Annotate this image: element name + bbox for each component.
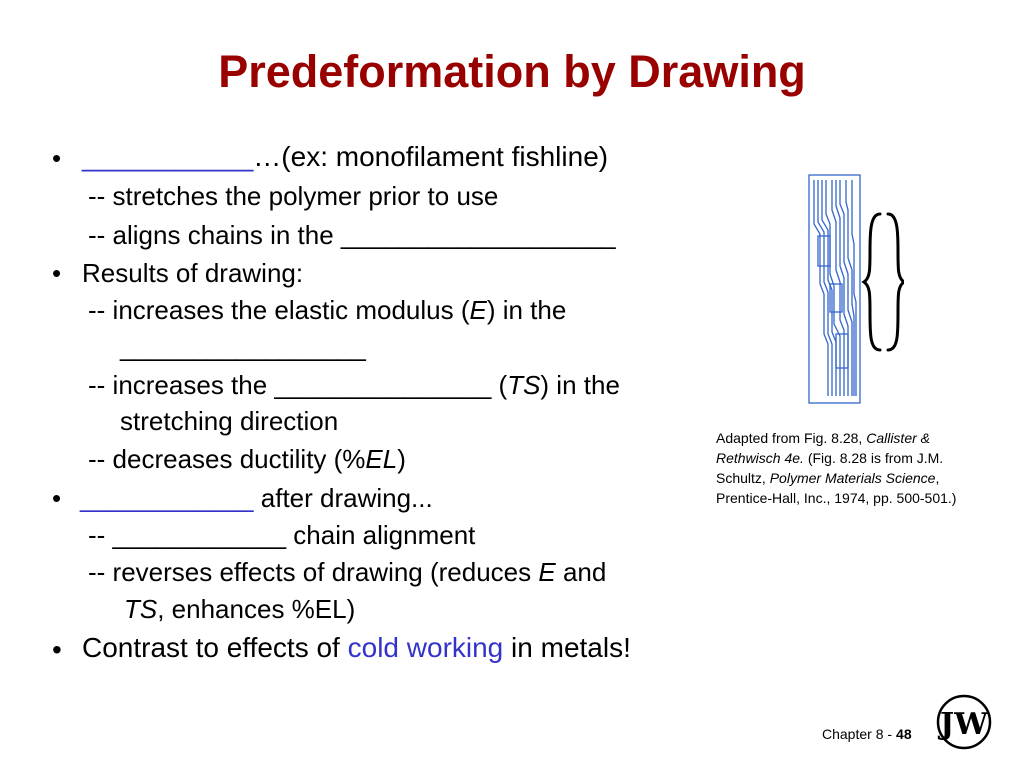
bullet-3-sub-1: -- ____________ chain alignment <box>88 520 476 550</box>
caption-text-3: , Prentice-Hall, Inc., 1974, pp. 500-501.) <box>716 470 957 506</box>
bullet-1-text: …(ex: monofilament fishline) <box>253 141 609 172</box>
bullet-1-marker: • <box>52 143 62 173</box>
bullet-1-blank: ___________ <box>82 141 254 172</box>
bullet-3 <box>80 483 433 513</box>
bullet-2-sub-2-cont: stretching direction <box>120 406 339 436</box>
bullet-4-pre: Contrast to effects of <box>82 632 348 663</box>
caption-italic-2: Polymer Materials Science <box>769 470 936 486</box>
bullet-3-sub-2-cont-post: , enhances %EL) <box>157 594 356 624</box>
bullet-2-sub-1-post: ) in the <box>486 295 567 325</box>
bullet-2: Results of drawing: <box>82 258 304 288</box>
slide-footer <box>822 726 912 742</box>
bullet-3-sub-2-cont <box>124 594 355 624</box>
right-brace <box>888 214 904 350</box>
left-brace <box>864 214 880 350</box>
bullet-2-sub-1-pre: -- increases the elastic modulus ( <box>88 295 470 325</box>
bullet-4 <box>82 633 631 663</box>
bullet-2-sub-2-post: ) in the <box>540 370 620 400</box>
bullet-3-text: after drawing... <box>253 483 433 513</box>
drawn-fibril-figure <box>808 174 904 406</box>
bullet-2-sub-2-pre: -- increases the _______________ ( <box>88 370 508 400</box>
bullet-4-post: in metals! <box>503 632 631 663</box>
page-number: 48 <box>896 726 912 742</box>
bullet-2-sub-3 <box>88 444 406 474</box>
bullet-1-sub-2: -- aligns chains in the ___________________ <box>88 220 616 250</box>
bullet-1 <box>82 142 608 172</box>
bullet-2-sub-1-var: E <box>469 295 487 325</box>
caption-text-1: Adapted from Fig. 8.28, <box>716 430 867 446</box>
bullet-2-sub-1 <box>88 295 566 325</box>
caption-text-2: (Fig. 8.28 is from J.M. Schultz, <box>716 450 944 486</box>
bullet-3-sub-2-pre: -- reverses effects of drawing (reduces <box>88 557 539 587</box>
bullet-3-blank: ____________ <box>80 483 254 513</box>
publisher-logo <box>934 690 998 754</box>
bullet-2-sub-3-post: ) <box>397 444 406 474</box>
logo-letters: JW <box>940 707 988 742</box>
bullet-2-sub-1-cont: _________________ <box>120 332 366 362</box>
slide-title: Predeformation by Drawing <box>218 46 806 97</box>
bullet-3-marker: • <box>52 483 62 513</box>
cold-working-highlight: cold working <box>347 632 504 663</box>
fibril-line <box>846 180 854 396</box>
bullet-3-sub-2-post: and <box>555 557 607 587</box>
caption-italic-1: Callister & Rethwisch 4e. <box>716 430 930 466</box>
figure-caption <box>716 428 976 508</box>
bullet-2-sub-2-var: TS <box>507 370 541 400</box>
bullet-2-sub-2 <box>88 370 620 400</box>
bullet-4-marker: • <box>52 634 62 665</box>
bullet-3-sub-2-cont-var: TS <box>124 594 158 624</box>
bullet-2-marker: • <box>52 258 62 288</box>
lamella-block <box>836 334 848 368</box>
bullet-2-sub-3-var: EL <box>365 444 398 474</box>
bullet-1-sub-1: -- stretches the polymer prior to use <box>88 181 499 211</box>
footer-chapter: Chapter 8 - <box>822 726 893 742</box>
bullet-3-sub-2-var: E <box>538 557 556 587</box>
bullet-3-sub-2 <box>88 557 606 587</box>
bullet-2-sub-3-pre: -- decreases ductility (% <box>88 444 366 474</box>
